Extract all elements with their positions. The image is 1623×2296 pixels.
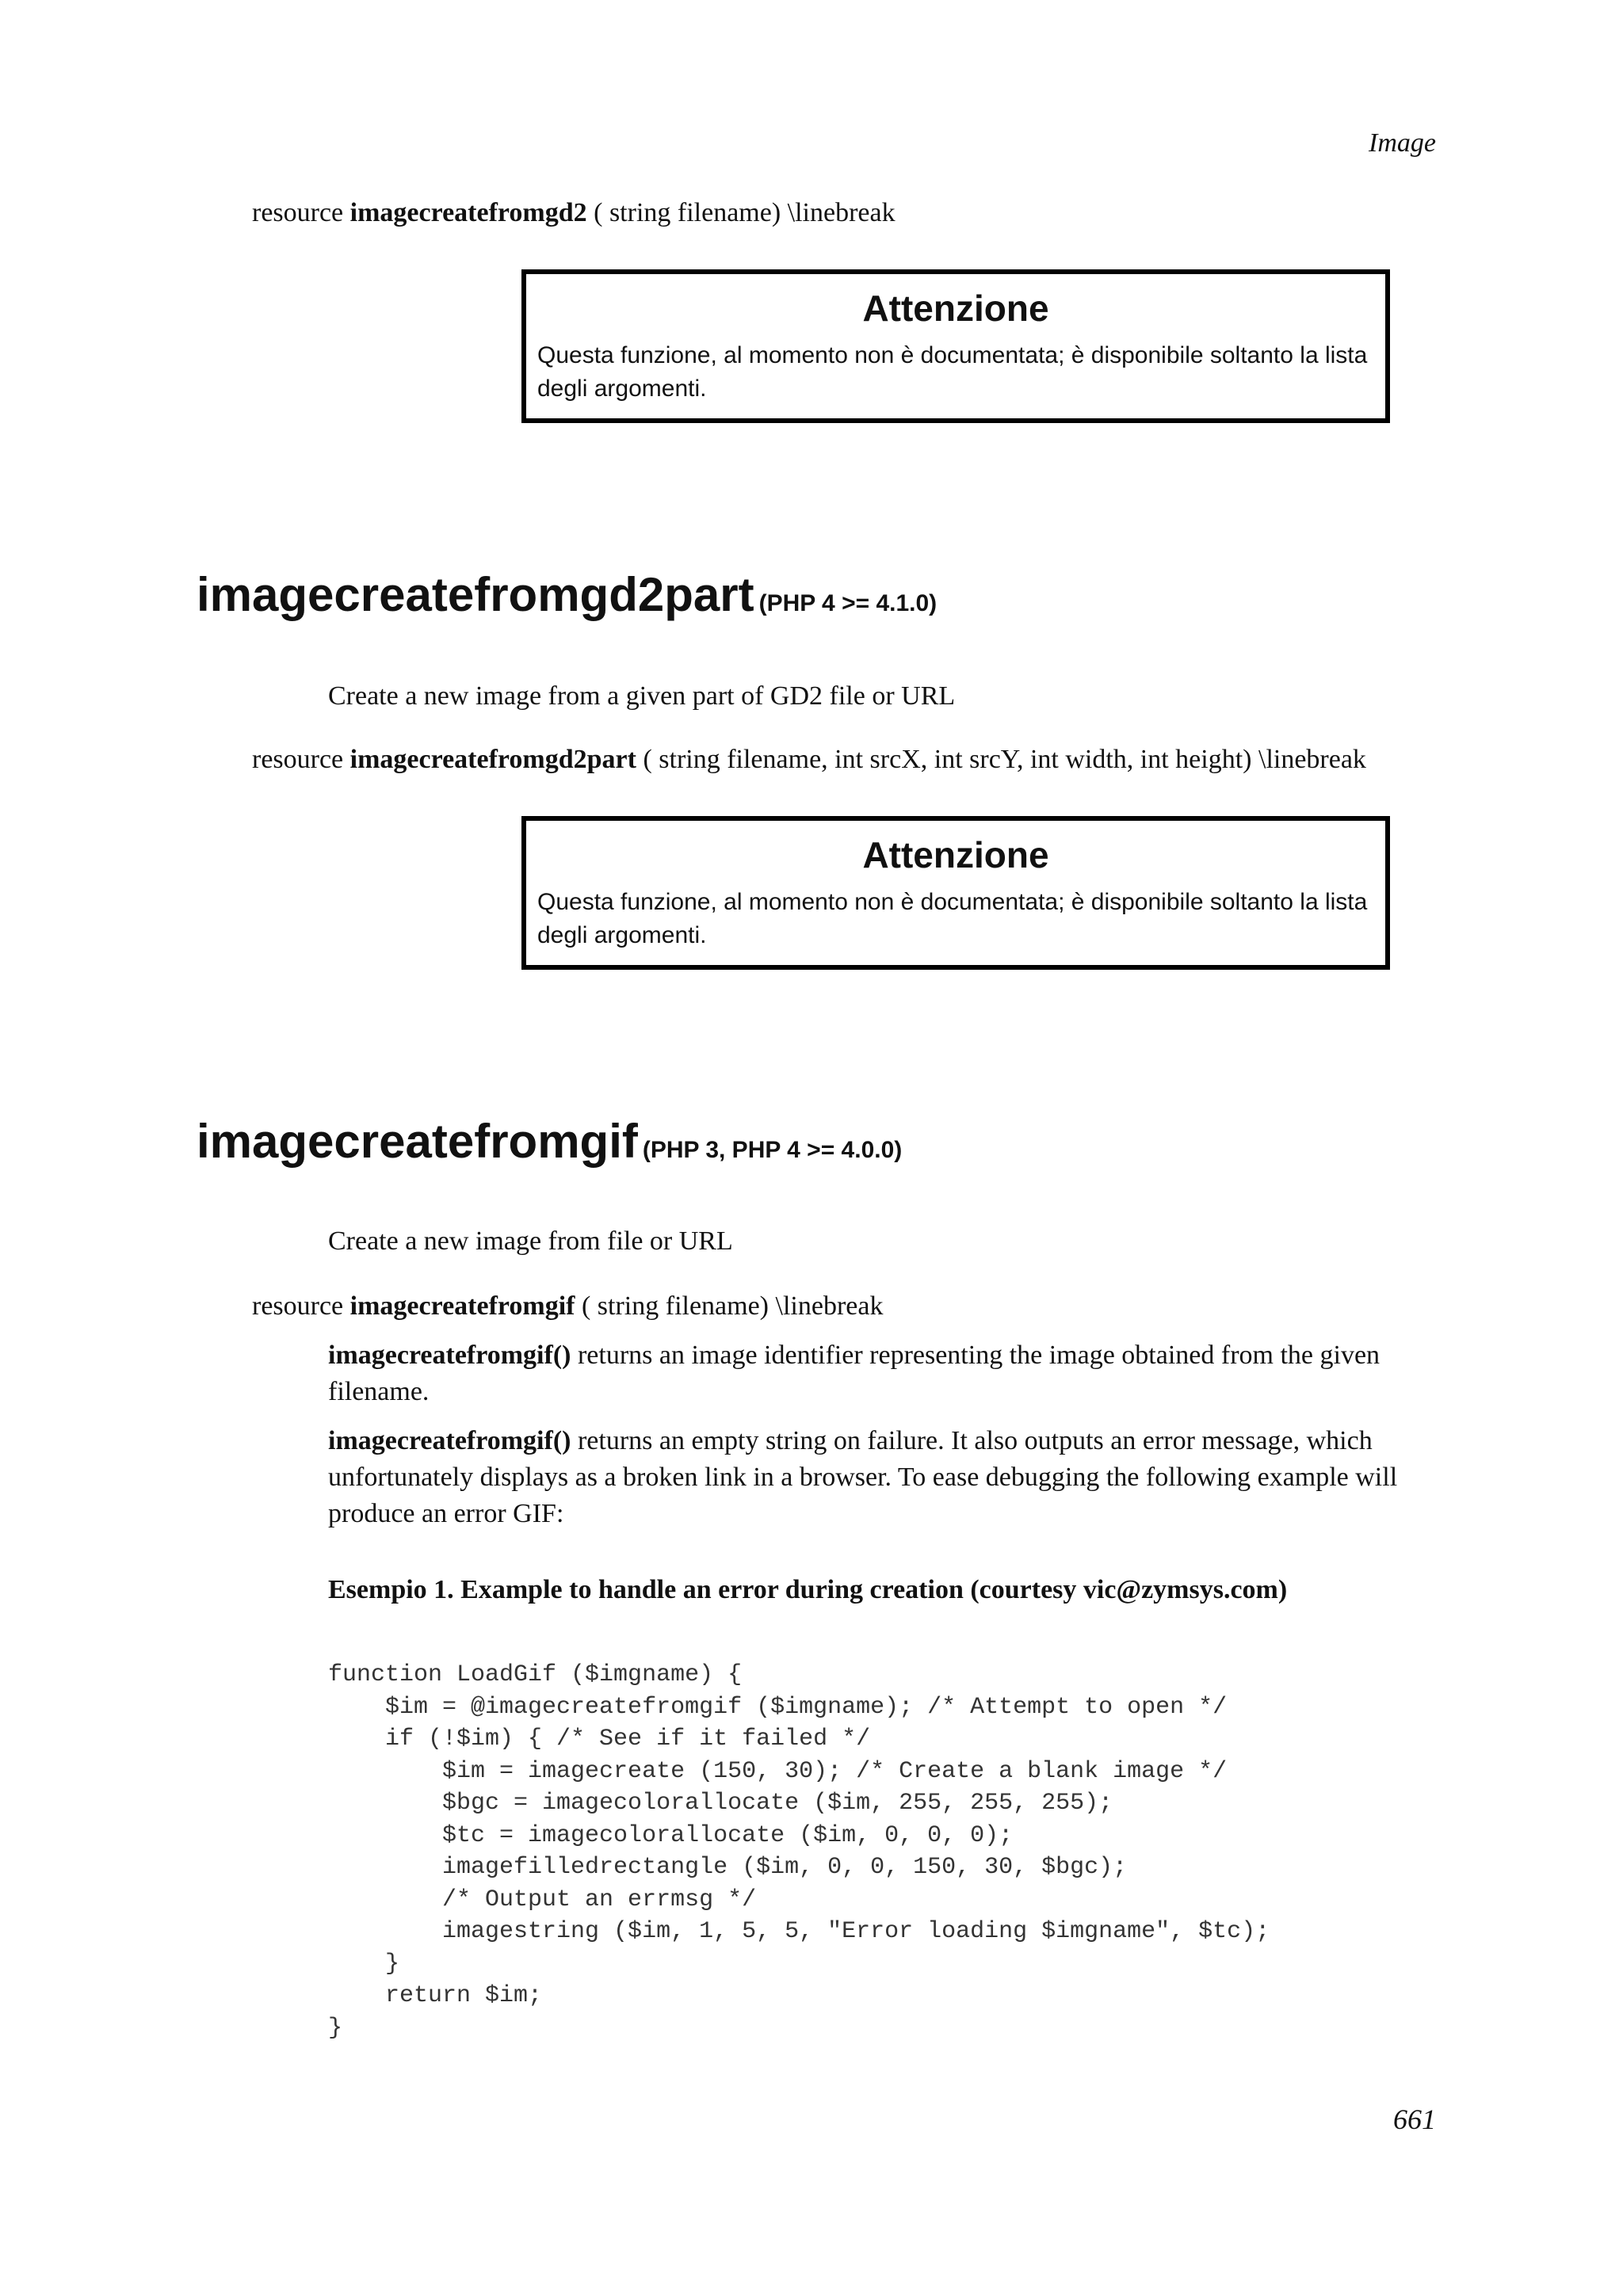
return-type: resource: [252, 198, 344, 227]
warning-box: [521, 816, 1390, 970]
return-type: resource: [252, 745, 344, 774]
paragraph-text: returns an image identifier representing the image obtained from the given filename.: [328, 1341, 1381, 1406]
php-version: (PHP 3, PHP 4 >= 4.0.0): [642, 1137, 903, 1163]
php-version: (PHP 4 >= 4.1.0): [758, 590, 938, 616]
function-synopsis: [252, 1288, 883, 1325]
warning-text: Questa funzione, al momento non è documentata; è disponibile soltanto la lista degli argomenti.: [537, 889, 1368, 948]
example-title: Esempio 1. Example to handle an error during creation (courtesy vic@zymsys.com): [328, 1575, 1288, 1604]
function-synopsis: [252, 742, 1366, 778]
function-synopsis: [252, 195, 896, 231]
function-params: ( string filename) \linebreak: [594, 198, 896, 227]
paragraph-text: returns an empty string on failure. It also outputs an error message, which unfortunately displays as a broken link in a browser. To ease debugging the following example will produce an error GIF:: [328, 1426, 1398, 1528]
function-heading: [197, 567, 937, 622]
function-name: imagecreatefromgif: [349, 1291, 575, 1321]
warning-box: [521, 269, 1390, 423]
warning-text: Questa funzione, al momento non è documentata; è disponibile soltanto la lista degli argomenti.: [537, 342, 1368, 402]
running-header: Image: [1369, 128, 1436, 158]
function-description: Create a new image from a given part of GD2 file or URL: [328, 681, 956, 711]
warning-title: Attenzione: [862, 288, 1049, 329]
function-params: ( string filename) \linebreak: [581, 1291, 884, 1321]
function-title: imagecreatefromgd2part: [197, 568, 754, 621]
warning-title: Attenzione: [862, 834, 1049, 875]
function-ref: imagecreatefromgif(): [328, 1426, 571, 1455]
body-paragraph: [328, 1423, 1422, 1532]
function-name: imagecreatefromgd2part: [349, 745, 636, 774]
function-title: imagecreatefromgif: [197, 1115, 638, 1168]
body-paragraph: [328, 1337, 1422, 1410]
page-number: 661: [1393, 2103, 1436, 2135]
return-type: resource: [252, 1291, 344, 1321]
code-example: function LoadGif ($imgname) { $im = @imagecreatefromgif ($imgname); /* Attempt to open */ if (!$im) { /* See if it failed */ $im = imagecreate (150, 30); /* Create a blank image */ $bgc = imagecolorallocate ($im, 255, 255, 255); $tc = imagecolorallocate ($im, 0, 0, 0); imagefilledrectangle ($im, 0, 0, 150, 30, $bgc); /* Output an errmsg */ imagestring ($im, 1, 5, 5, "Error loading $imgname", $tc); } return $im; }: [328, 1661, 1270, 2042]
function-params: ( string filename, int srcX, int srcY, int width, int height) \linebreak: [643, 745, 1366, 774]
function-description: Create a new image from file or URL: [328, 1226, 733, 1256]
function-heading: [197, 1114, 902, 1169]
function-name: imagecreatefromgd2: [349, 198, 587, 227]
function-ref: imagecreatefromgif(): [328, 1341, 571, 1370]
